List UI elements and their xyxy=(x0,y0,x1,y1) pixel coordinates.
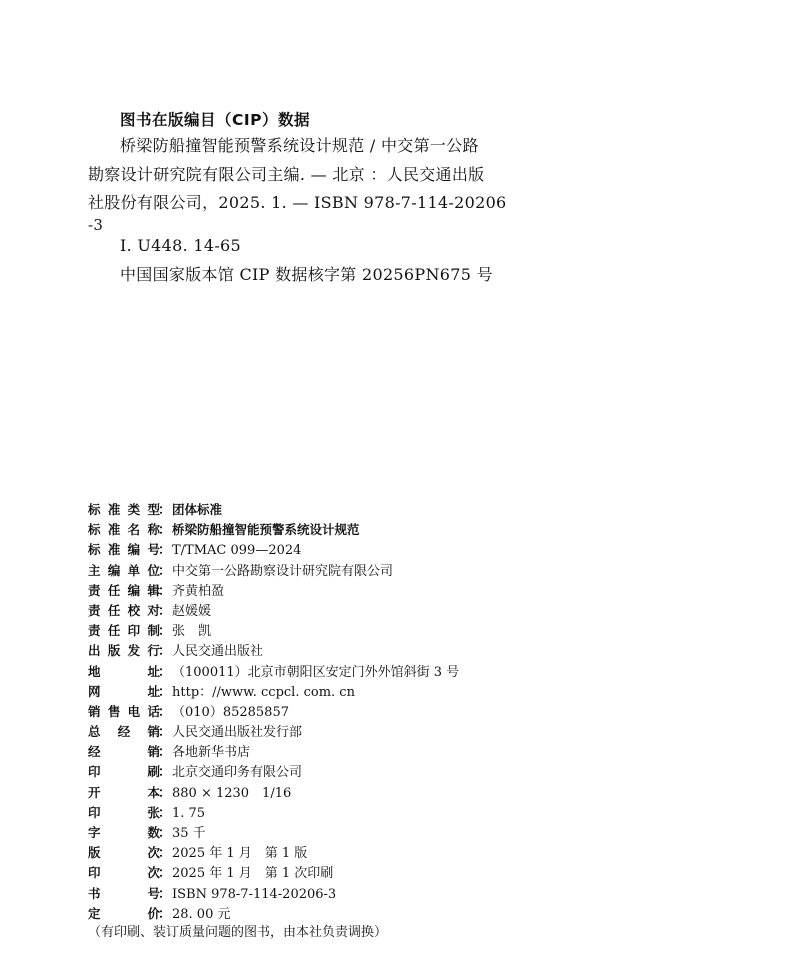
info-label: 书 号 xyxy=(88,885,160,901)
info-label: 印 张 xyxy=(88,804,160,820)
info-label: 版 次 xyxy=(88,845,160,861)
info-label: 标 准 编 号 xyxy=(88,542,160,558)
info-label: 责 任 编 辑 xyxy=(88,582,160,598)
info-row: 标 准 类 型 ： 团体标准 xyxy=(88,502,223,518)
cip-entry-line-4: -3 xyxy=(88,216,104,234)
cip-record-number: 中国国家版本馆 CIP 数据核字第 20256PN675 号 xyxy=(120,265,493,284)
cip-entry-line-3: 社股份有限公司，2025. 1. — ISBN 978-7-114-20206 xyxy=(88,193,507,212)
info-label: 开 本 xyxy=(88,784,160,800)
info-label: 主 编 单 位 xyxy=(88,562,160,578)
cip-entry-line-1: 桥梁防船撞智能预警系统设计规范 / 中交第一公路 xyxy=(120,136,479,155)
info-label: 定 价 xyxy=(88,905,160,921)
info-label: 地 址 xyxy=(88,663,160,679)
info-value: 北京交通印务有限公司 xyxy=(172,765,303,781)
info-row: 销 售 电 话 ： （010）85285857 xyxy=(88,701,748,721)
cip-title: 图书在版编目（CIP）数据 xyxy=(120,111,311,129)
info-label: 总 经 销 xyxy=(88,724,160,740)
info-row: 总 经 销 ： 人民交通出版社发行部 xyxy=(88,721,748,741)
publication-info-table xyxy=(88,499,748,923)
info-row: 责 任 编 辑 ： 齐黄柏盈 xyxy=(88,580,748,600)
info-row: 标 准 编 号 ： T/TMAC 099—2024 xyxy=(88,542,302,559)
info-label: 标 准 类 型 xyxy=(88,502,160,517)
info-value: 中交第一公路勘察设计研究院有限公司 xyxy=(172,563,394,579)
info-value: T/TMAC 099—2024 xyxy=(172,543,302,559)
info-row: 责 任 印 制 ： 张 凯 xyxy=(88,620,748,640)
info-label: 销 售 电 话 xyxy=(88,703,160,719)
info-value: 各地新华书店 xyxy=(172,745,251,761)
info-row: 网 址 ： http：//www. ccpcl. com. cn xyxy=(88,681,748,701)
info-label: 印 刷 xyxy=(88,764,160,780)
info-row: 出 版 发 行 ： 人民交通出版社 xyxy=(88,640,748,660)
info-value: 桥梁防船撞智能预警系统设计规范 xyxy=(172,522,360,538)
quality-note: （有印刷、装订质量问题的图书，由本社负责调换） xyxy=(88,925,388,940)
info-row: 主 编 单 位 ： 中交第一公路勘察设计研究院有限公司 xyxy=(88,560,748,580)
info-value: 齐黄柏盈 xyxy=(172,583,225,599)
info-row: 定 价 ： 28. 00 元 xyxy=(88,903,748,923)
info-label: 出 版 发 行 xyxy=(88,643,160,659)
info-row: 地 址 ： （100011）北京市朝阳区安定门外外馆斜街 3 号 xyxy=(88,661,748,681)
cip-entry-line-2: 勘察设计研究院有限公司主编. — 北京 ：人民交通出版 xyxy=(88,165,485,184)
info-value: 35 千 xyxy=(172,826,206,841)
info-row: 经 销 ： 各地新华书店 xyxy=(88,741,748,761)
info-value: 人民交通出版社 xyxy=(172,644,264,660)
info-value: （010）85285857 xyxy=(172,704,289,720)
info-row: 书 号 ： ISBN 978-7-114-20206-3 xyxy=(88,885,337,902)
info-value: （100011）北京市朝阳区安定门外外馆斜街 3 号 xyxy=(172,664,460,680)
info-label: 字 数 xyxy=(88,825,160,840)
info-label: 责 任 校 对 xyxy=(88,602,160,618)
info-row: 开 本 ： 880 × 1230 1/16 xyxy=(88,782,748,802)
info-value: http：//www. ccpcl. com. cn xyxy=(172,684,355,700)
info-row: 字 数 ： 35 千 xyxy=(88,822,748,842)
info-value: 团体标准 xyxy=(172,502,223,517)
info-value: 2025 年 1 月 第 1 版 xyxy=(172,846,308,862)
info-value: 张 凯 xyxy=(172,624,212,640)
info-value: 2025 年 1 月 第 1 次印刷 xyxy=(172,866,334,882)
info-row: 责 任 校 对 ： 赵媛媛 xyxy=(88,600,748,620)
info-value: 1. 75 xyxy=(172,805,206,821)
info-row: 印 张 ： 1. 75 xyxy=(88,804,206,821)
cip-classification: Ⅰ. U448. 14-65 xyxy=(120,236,242,255)
info-label: 经 销 xyxy=(88,744,160,760)
info-label: 印 次 xyxy=(88,865,160,881)
info-row: 标 准 名 称 ： 桥梁防船撞智能预警系统设计规范 xyxy=(88,522,360,539)
info-label: 责 任 印 制 xyxy=(88,623,160,639)
info-row: 版 次 ： 2025 年 1 月 第 1 版 xyxy=(88,842,748,862)
info-row: 印 刷 ： 北京交通印务有限公司 xyxy=(88,761,748,781)
info-label: 网 址 xyxy=(88,683,160,699)
info-row: 印 次 ： 2025 年 1 月 第 1 次印刷 xyxy=(88,862,748,882)
info-value: 人民交通出版社发行部 xyxy=(172,725,303,741)
info-label: 标 准 名 称 xyxy=(88,522,160,538)
info-value: ISBN 978-7-114-20206-3 xyxy=(172,886,337,902)
info-value: 880 × 1230 1/16 xyxy=(172,785,292,801)
info-value: 赵媛媛 xyxy=(172,603,212,619)
info-value: 28. 00 元 xyxy=(172,906,231,922)
